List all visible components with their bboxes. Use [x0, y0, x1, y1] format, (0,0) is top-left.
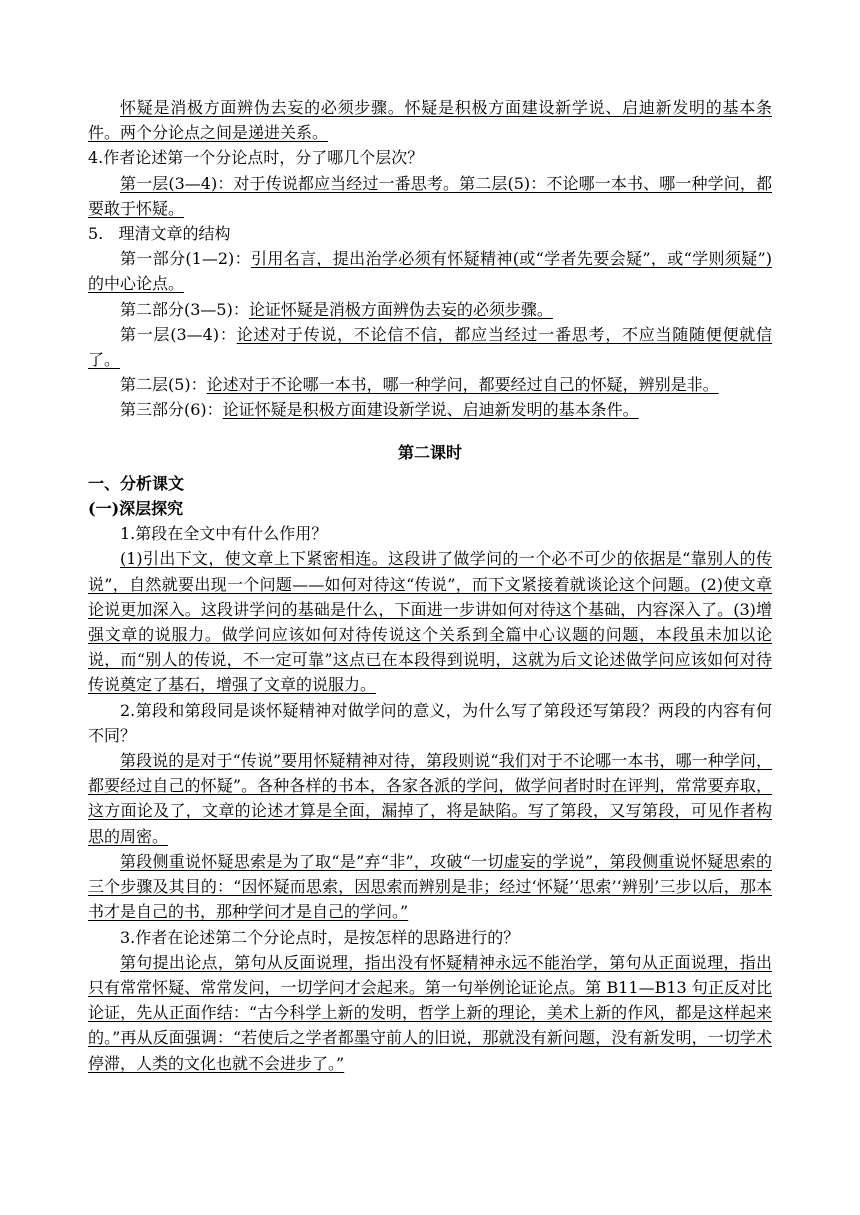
part-text: 引用名言，提出治学必须有怀疑精神(或“学者先要会疑”，或“学则须疑”)的中心论点。 [88, 249, 772, 294]
answer-text: 怀疑是消极方面辨伪去妄的必须步骤。怀疑是积极方面建设新学说、启迪新发明的基本条件。两个分论点之间是递进关系。 [88, 98, 772, 143]
answer-text: 第段说的是对于“传说”要用怀疑精神对待，第段则说“我们对于不论哪一本书，哪一种学问，都要经过自己的怀疑”。各种各样的书本，各家各派的学问，做学问者时时在评判，常常要弃取，这方面论及了，文章的论述才算是全面，漏掉了，将是缺陷。写了第段，又写第段，可见作者构思的周密。 [88, 751, 772, 846]
answer-text: (1)引出下文，使文章上下紧密相连。这段讲了做学问的一个必不可少的依据是“靠别人的传说”，自然就要出现一个问题——如何对待这“传说”，而下文紧接着就谈论这个问题。(2)使文章论说更加深入。这段讲学问的基础是什么，下面进一步讲如何对待这个基础，内容深入了。(3)增强文章的说服力。做学问应该如何对待传说这个关系到全篇中心议题的问题，本段虽未加以论说，而“别人的传说，不一定可靠”这点已在本段得到说明，这就为后文论述做学问应该如何对待传说奠定了基石，增强了文章的说服力。 [88, 549, 772, 695]
part-label: 第一部分(1—2)： [120, 249, 251, 269]
layer-label: 第一层(3—4)： [120, 324, 237, 344]
structure-part-3 [88, 397, 772, 422]
part-text: 论证怀疑是消极方面辨伪去妄的必须步骤。 [248, 299, 553, 319]
paragraph-summary [88, 95, 772, 145]
deep-question-2: 2.第段和第段同是谈怀疑精神对做学问的意义，为什么写了第段还写第段？两段的内容有何不同？ [88, 700, 772, 745]
deep-answer-2a [88, 748, 772, 849]
document-page [88, 95, 772, 1076]
question-4: 4.作者论述第一个分论点时，分了哪几个层次？ [88, 148, 424, 168]
structure-layer-1 [88, 322, 772, 372]
layer-text: 论述对于传说，不论信不信，都应当经过一番思考，不应当随随便便就信了。 [88, 324, 772, 370]
layer-text: 论述对于不论哪一本书，哪一种学问，都要经过自己的怀疑，辨别是非。 [206, 375, 719, 395]
deep-answer-3 [88, 950, 772, 1076]
layer-label: 第二层(5)： [120, 375, 207, 395]
deep-answer-1 [88, 546, 772, 697]
section-heading: 一、分析课文 [88, 473, 185, 493]
structure-part-2 [88, 297, 772, 322]
deep-question-3: 3.作者在论述第二个分论点时，是按怎样的思路进行的？ [120, 927, 520, 947]
subsection-heading: (一)深层探究 [88, 499, 184, 519]
question-5: 5. 理清文章的结构 [88, 224, 231, 244]
structure-part-1 [88, 246, 772, 296]
deep-answer-2b [88, 849, 772, 925]
answer-text: 第一层(3—4)：对于传说都应当经过一番思考。第二层(5)：不论哪一本书、哪一种学问，都要敢于怀疑。 [88, 173, 772, 218]
part-label: 第二部分(3—5)： [120, 299, 249, 319]
part-label: 第三部分(6)： [120, 400, 223, 420]
answer-text: 第句提出论点，第句从反面说理，指出没有怀疑精神永远不能治学，第句从正面说理，指出只有常常怀疑、常常发问，一切学问才会起来。第一句举例论证论点。第 B11—B13 句正反对比论证，先从正面作结：“古今科学上新的发明，哲学上新的理论，美术上新的作风，都是这样起来的。”再从反面强调：“若使后之学者都墨守前人的旧说，那就没有新问题，没有新发明，一切学术停滞，人类的文化也就不会进步了。” [88, 952, 772, 1073]
part-text: 论证怀疑是积极方面建设新学说、启迪新发明的基本条件。 [222, 400, 639, 420]
lesson-title: 第二课时 [397, 442, 462, 462]
answer-4 [88, 171, 772, 221]
deep-question-1: 1.第段在全文中有什么作用？ [120, 524, 328, 544]
answer-text: 第段侧重说怀疑思索是为了取“是”弃“非”，攻破“一切虚妄的学说”，第段侧重说怀疑思索的三个步骤及其目的：“因怀疑而思索，因思索而辨别是非；经过‘怀疑’‘思索’‘辨别’三步以后，那本书才是自己的书，那种学问才是自己的学问。” [88, 851, 772, 922]
structure-layer-2 [88, 372, 772, 397]
